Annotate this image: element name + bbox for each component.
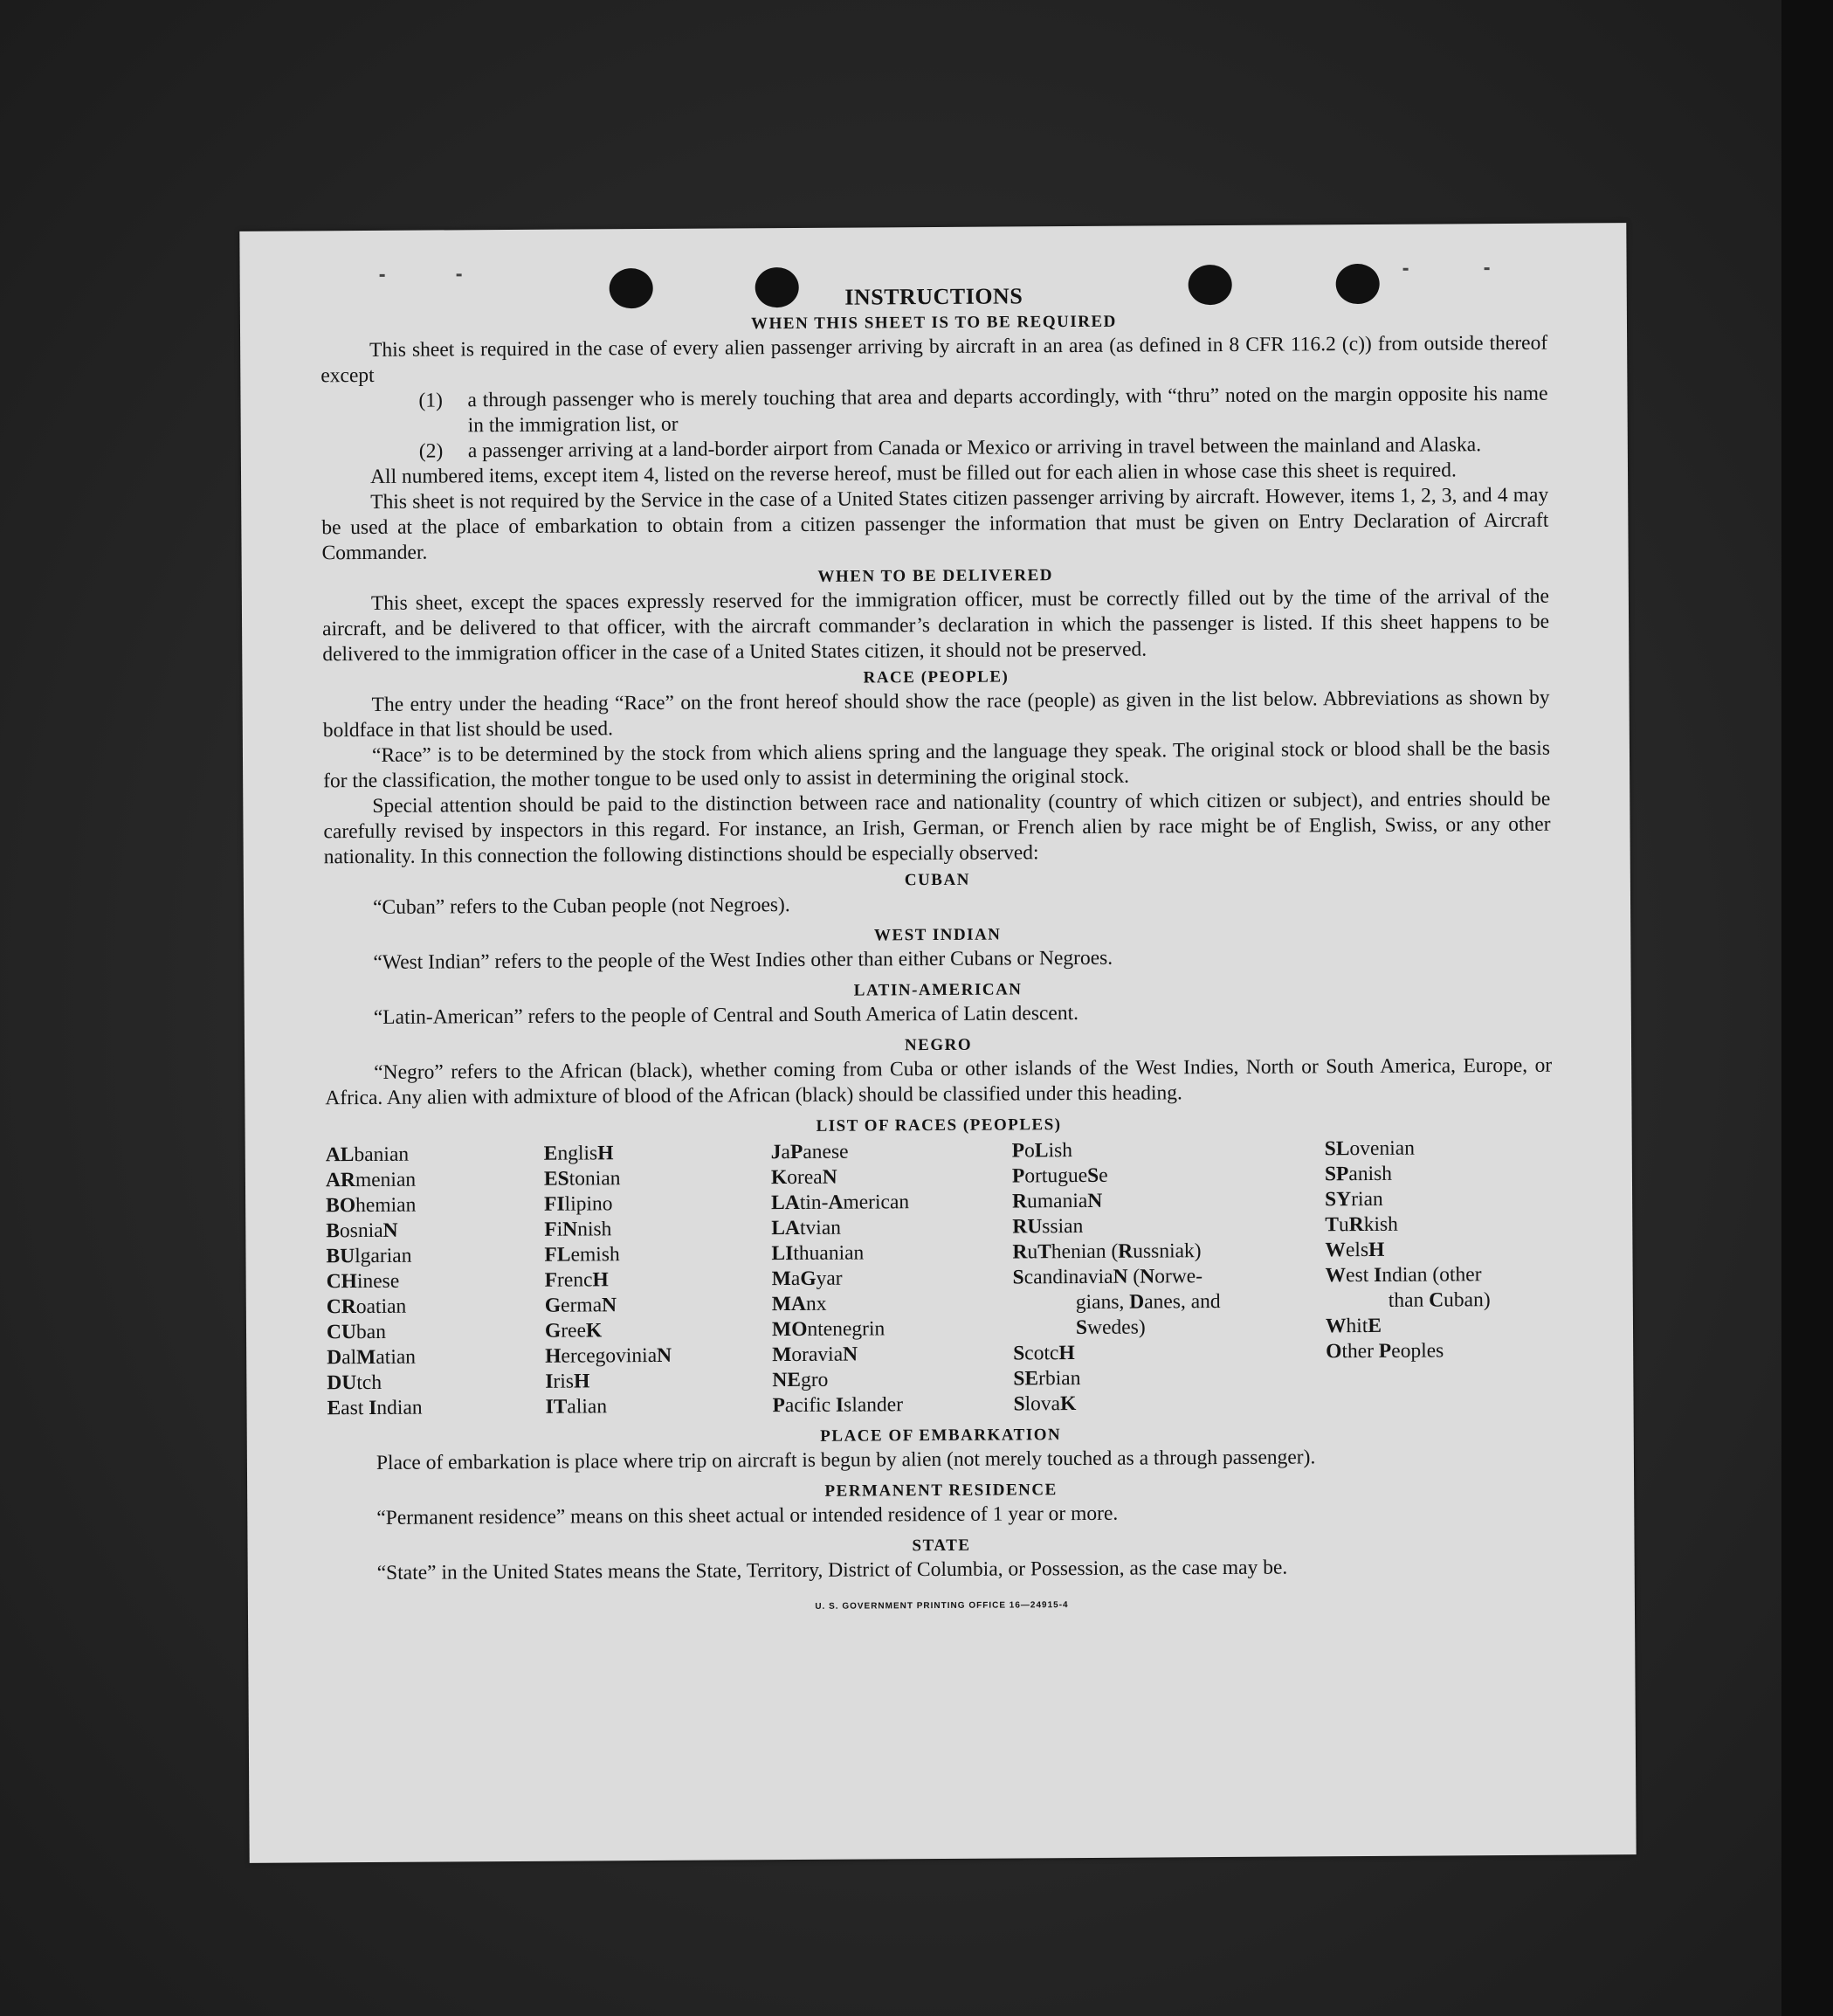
race-entry: FLemish [544,1243,620,1267]
embarkation-heading: PLACE OF EMBARKATION [820,1426,1062,1446]
race-paragraph: The entry under the heading “Race” on the front hereof should show the race (people) as given in the list below. Abbreviations as shown by boldface in that list should be used. [322,686,1550,742]
race-entry: West Indian (other [1325,1263,1482,1288]
race-entry: FrencH [544,1268,609,1292]
required-paragraph: This sheet is not required by the Service in the case of a United States citizen passenger arriving by aircraft. However, items 1, 2, 3, and 4 may be used at the place of embarkation to obtain from a citizen passenger the information that must be given on Entry Declaration of Aircraft Commander. [321,483,1549,565]
state-text: “State” in the United States means the State, Territory, District of Columbia, or Possession, as the case may be. [376,1556,1288,1584]
race-entry: WhitE [1325,1314,1382,1338]
race-entry: DalMatian [327,1345,417,1370]
required-paragraph: All numbered items, except item 4, listed on the reverse hereof, must be filled out for each alien in whose case this sheet is required. [369,459,1457,488]
item-text: a passenger arriving at a land-border airport from Canada or Mexico or arriving in travel between the mainland and Alaska. [467,433,1482,463]
race-entry: SLovenian [1324,1136,1415,1161]
race-entry: ARmenian [325,1168,417,1192]
scan-speck [1485,267,1490,270]
race-entry: SErbian [1013,1367,1081,1391]
west-indian-heading: WEST INDIAN [873,925,1002,945]
race-paragraph: “Race” is to be determined by the stock from which aliens spring and the language they speak. The original stock or blood shall be the basis for the classification, the mother tongue to be used only to assist in determining the original stock. [323,736,1551,793]
race-entry: TuRkish [1325,1212,1398,1237]
race-entry: SlovaK [1013,1392,1077,1416]
residence-text: “Permanent residence” means on this sheet actual or intended residence of 1 year or more. [376,1502,1119,1529]
race-entry: ScotcH [1013,1342,1075,1365]
race-entry: Pacific Islander [772,1393,904,1418]
race-entry: BOhemian [326,1193,417,1218]
race-entry: MOntenegrin [771,1317,885,1342]
race-entry: LAtvian [771,1216,842,1240]
race-entry: DUtch [327,1370,382,1395]
race-entry: RumaniaN [1012,1189,1103,1213]
race-entry: HercegoviniaN [545,1343,672,1368]
race-entry: SYrian [1325,1187,1383,1212]
race-entry: LIthuanian [771,1241,865,1266]
race-list [326,1136,1554,1422]
race-column [1012,1136,1327,1417]
race-entry: CHinese [326,1269,400,1294]
race-column [544,1140,773,1420]
west-indian-paragraph: “West Indian” refers to the people of the West Indies other than either Cubans or Negroes. [373,946,1113,974]
scan-speck [457,273,462,276]
race-entry: ScandinaviaN (Norwe- [1012,1265,1203,1289]
race-entry: CUban [326,1320,386,1344]
required-heading: WHEN THIS SHEET IS TO BE REQUIRED [751,312,1117,334]
race-entry: PortugueSe [1011,1163,1108,1188]
race-entry: BosniaN [326,1219,398,1243]
race-entry: RUssian [1012,1214,1084,1239]
race-entry: gians, Danes, and [1075,1290,1221,1315]
race-column [771,1138,1014,1419]
cuban-paragraph: “Cuban” refers to the Cuban people (not Negroes). [372,894,790,919]
page-title: INSTRUCTIONS [844,283,1023,310]
latin-american-heading: LATIN-AMERICAN [853,980,1023,1000]
negro-heading: NEGRO [904,1035,973,1055]
item-number: (1) [418,389,443,412]
state-heading: STATE [912,1536,971,1556]
race-entry: Other Peoples [1326,1339,1444,1364]
race-entry: Swedes) [1075,1315,1146,1340]
race-entry: EStonian [543,1167,621,1191]
race-entry: FiNnish [544,1218,612,1241]
item-number: (2) [418,439,444,463]
race-entry: CRoatian [326,1295,407,1319]
scan-speck [1403,268,1409,271]
scan-speck [380,274,385,277]
race-entry: NEgro [772,1368,829,1392]
race-entry: than Cuban) [1388,1288,1491,1312]
item-text: a through passenger who is merely touching that area and departs accordingly, with “thru” noted on the margin opposite his name in the immigration list, or [467,382,1548,438]
exception-item [418,382,1547,439]
race-entry: FIlipino [544,1192,613,1216]
race-entry: GermaN [544,1294,617,1317]
sheet-content [320,280,1555,1623]
race-entry: East Indian [327,1396,423,1420]
negro-paragraph: “Negro” refers to the African (black), whether coming from Cuba or other islands of the West Indies, North or South America, Europe, or Africa. Any alien with admixture of blood of the African (black) should be classified under this heading. [325,1053,1553,1110]
residence-heading: PERMANENT RESIDENCE [824,1481,1058,1501]
race-entry: MoraviaN [772,1343,858,1367]
race-entry: ALbanian [325,1143,410,1167]
race-column [326,1142,546,1422]
race-entry: MAnx [771,1292,827,1316]
delivered-paragraph: This sheet, except the spaces expressly reserved for the immigration officer, must be correctly filled out by the time of the arrival of the aircraft, and be delivered to that officer, with the aircraft commander’s declaration in which the passenger is listed. If this sheet happens to be delivered to the immigration officer in the case of a United States citizen, it should not be preserved. [322,584,1550,666]
printing-office-footer: U. S. GOVERNMENT PRINTING OFFICE 16—24915-4 [815,1600,1069,1612]
race-entry: WelsH [1325,1238,1385,1262]
race-heading: RACE (PEOPLE) [863,667,1010,687]
race-entry: SPanish [1324,1162,1393,1186]
instruction-sheet [239,223,1636,1863]
race-entry: GreeK [544,1319,603,1343]
race-paragraph: Special attention should be paid to the distinction between race and nationality (country of which citizen or subject), and entries should be carefully revised by inspectors in this regard. For instance, an Irish, German, or French alien by race might be of English, Swiss, or any other nationality. In this connection the following distinctions should be especially observed: [323,787,1551,869]
race-entry: PoLish [1011,1139,1073,1163]
race-entry: JaPanese [770,1140,849,1164]
latin-american-paragraph: “Latin-American” refers to the people of Central and South America of Latin descent. [373,1002,1079,1029]
race-entry: EnglisH [543,1142,614,1165]
cuban-heading: CUBAN [904,870,970,890]
race-entry: ITalian [545,1395,608,1419]
race-entry: LAtin-American [771,1191,910,1215]
delivered-heading: WHEN TO BE DELIVERED [817,566,1054,586]
race-entry: KoreaN [770,1165,837,1190]
race-entry: MaGyar [771,1267,843,1291]
race-entry: BUlgarian [326,1244,412,1268]
race-column [1325,1136,1554,1416]
required-intro: This sheet is required in the case of every alien passenger arriving by aircraft in an area (as defined in 8 CFR 116.2 (c)) from outside thereof except [320,331,1548,388]
race-entry: RuThenian (Russniak) [1012,1239,1202,1264]
race-entry: IrisH [545,1370,590,1393]
embarkation-text: Place of embarkation is place where trip on aircraft is begun by alien (not merely touched as a through passenger). [376,1446,1316,1474]
film-edge [1781,0,1833,2016]
races-heading: LIST OF RACES (PEOPLES) [816,1115,1062,1136]
